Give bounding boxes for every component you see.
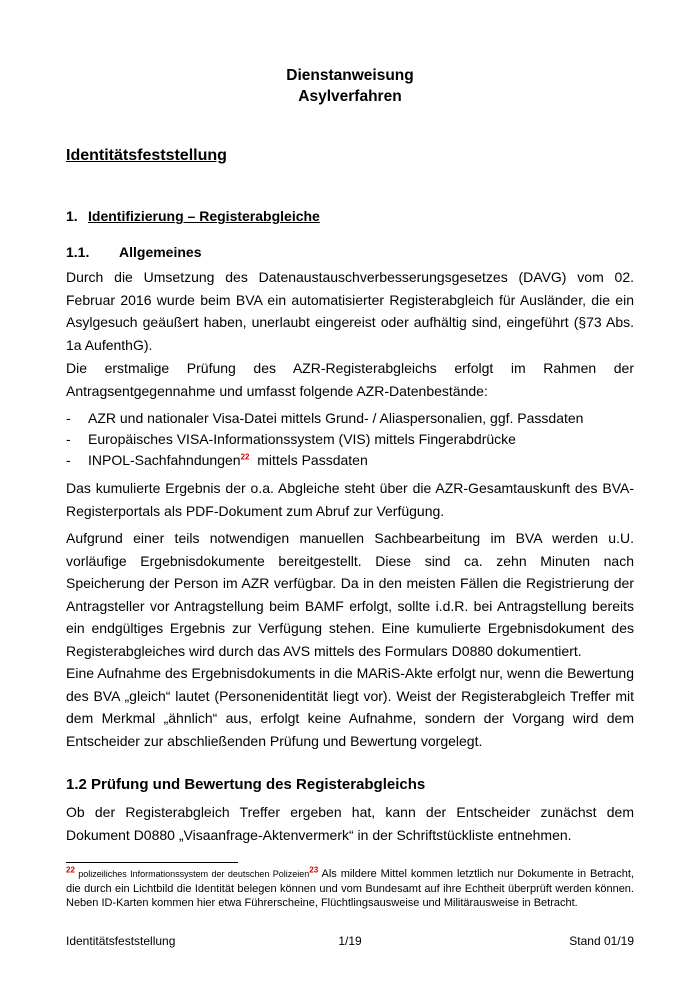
section-heading: Identitätsfeststellung (66, 147, 227, 164)
list-item (66, 429, 634, 450)
list-item (66, 450, 634, 471)
heading-1 (66, 208, 320, 224)
paragraph-4: Aufgrund einer teils notwendigen manuellen Sachbearbeitung im BVA werden u.U. vorläufige Ergebnisdokumente bereitgestellt. Diese sind ca. zehn Minuten nach Speicherung der Person im AZR verfügbar. Da in den meisten Fällen die Registrierung der Antragsteller vor Antragstellung beim BAMF erfolgt, sollte i.d.R. bei Antragstellung bereits ein endgültiges Ergebnis zur Verfügung stehen. Eine kumulierte Ergebnisdokument des Registerabgleiches wird durch das AVS mittels des Formulars D0880 dokumentiert. (66, 530, 634, 659)
heading-1-number: 1. (66, 208, 78, 224)
list-item-text: Europäisches VISA-Informationssystem (VIS) mittels Fingerabdrücke (88, 431, 516, 447)
list-item-text: INPOL-Sachfahndungen (88, 452, 241, 468)
document-title-line1: Dienstanweisung (286, 67, 414, 84)
footnote-reference-22[interactable]: 22 (240, 452, 250, 462)
heading-1-text: Identifizierung – Registerabgleiche (88, 208, 320, 224)
data-source-list (66, 408, 634, 471)
footnote-marker: 22 (66, 865, 75, 875)
list-item-text: AZR und nationaler Visa-Datei mittels Grund- / Aliaspersonalien, ggf. Passdaten (88, 410, 584, 426)
heading-1-1-number: 1.1. (66, 244, 90, 260)
heading-1-1-text: Allgemeines (119, 244, 202, 260)
footnote-small-text: polizeiliches Informationssystem der deutschen Polizeien (74, 869, 310, 879)
document-title-line2: Asylverfahren (298, 88, 402, 105)
list-dash: - (66, 452, 71, 468)
footnote-text: Als mildere Mittel kommen letztlich nur Dokumente in Betracht, die durch ein Lichtbild die Identität belegen können und vom Bundesamt auf ihre Echtheit überprüft werden können. Neben ID-Karten kommen hier etwa Führerscheine, Flüchtlingsausweise und Militärausweise in Betracht. (66, 868, 634, 909)
footnote-marker-23: 23 (309, 865, 319, 875)
list-dash: - (66, 410, 71, 426)
paragraph-2: Die erstmalige Prüfung des AZR-Registerabgleichs erfolgt im Rahmen der Antragsentgegennahme und umfasst folgende AZR-Datenbestände: (66, 360, 634, 399)
paragraph-3: Das kumulierte Ergebnis der o.a. Abgleiche steht über die AZR-Gesamtauskunft des BVA-Registerportals als PDF-Dokument zum Abruf zur Verfügung. (66, 480, 634, 519)
page-footer (66, 934, 634, 950)
list-dash: - (66, 431, 71, 447)
list-item-text-after: mittels Passdaten (249, 452, 368, 468)
footnote-22 (66, 867, 634, 911)
footer-page-number: 1/19 (338, 934, 362, 948)
paragraph-5: Eine Aufnahme des Ergebnisdokuments in die MARiS-Akte erfolgt nur, wenn die Bewertung des BVA „gleich“ lautet (Personenidentität liegt vor). Weist der Registerabgleich Treffer mit dem Merkmal „ähnlich“ aus, erfolgt keine Aufnahme, sondern der Vorgang wird dem Entscheider zur abschließenden Prüfung und Bewertung vorgelegt. (66, 665, 634, 749)
footer-right: Stand 01/19 (569, 934, 634, 948)
footer-left: Identitätsfeststellung (66, 934, 176, 948)
heading-1-1 (66, 244, 201, 260)
footnote-divider (66, 862, 238, 863)
paragraph-6: Ob der Registerabgleich Treffer ergeben hat, kann der Entscheider zunächst dem Dokument D0880 „Visaanfrage-Aktenvermerk“ in der Schriftstückliste entnehmen. (66, 804, 634, 843)
list-item (66, 408, 634, 429)
heading-1-2: 1.2 Prüfung und Bewertung des Registerabgleichs (66, 776, 426, 793)
paragraph-1: Durch die Umsetzung des Datenaustauschverbesserungsgesetzes (DAVG) vom 02. Februar 2016 wurde beim BVA ein automatisierter Registerabgleich für Ausländer, die ein Asylgesuch geäußert haben, unerlaubt eingereist oder aufhältig sind, eingeführt (§73 Abs. 1a AufenthG). (66, 269, 634, 353)
